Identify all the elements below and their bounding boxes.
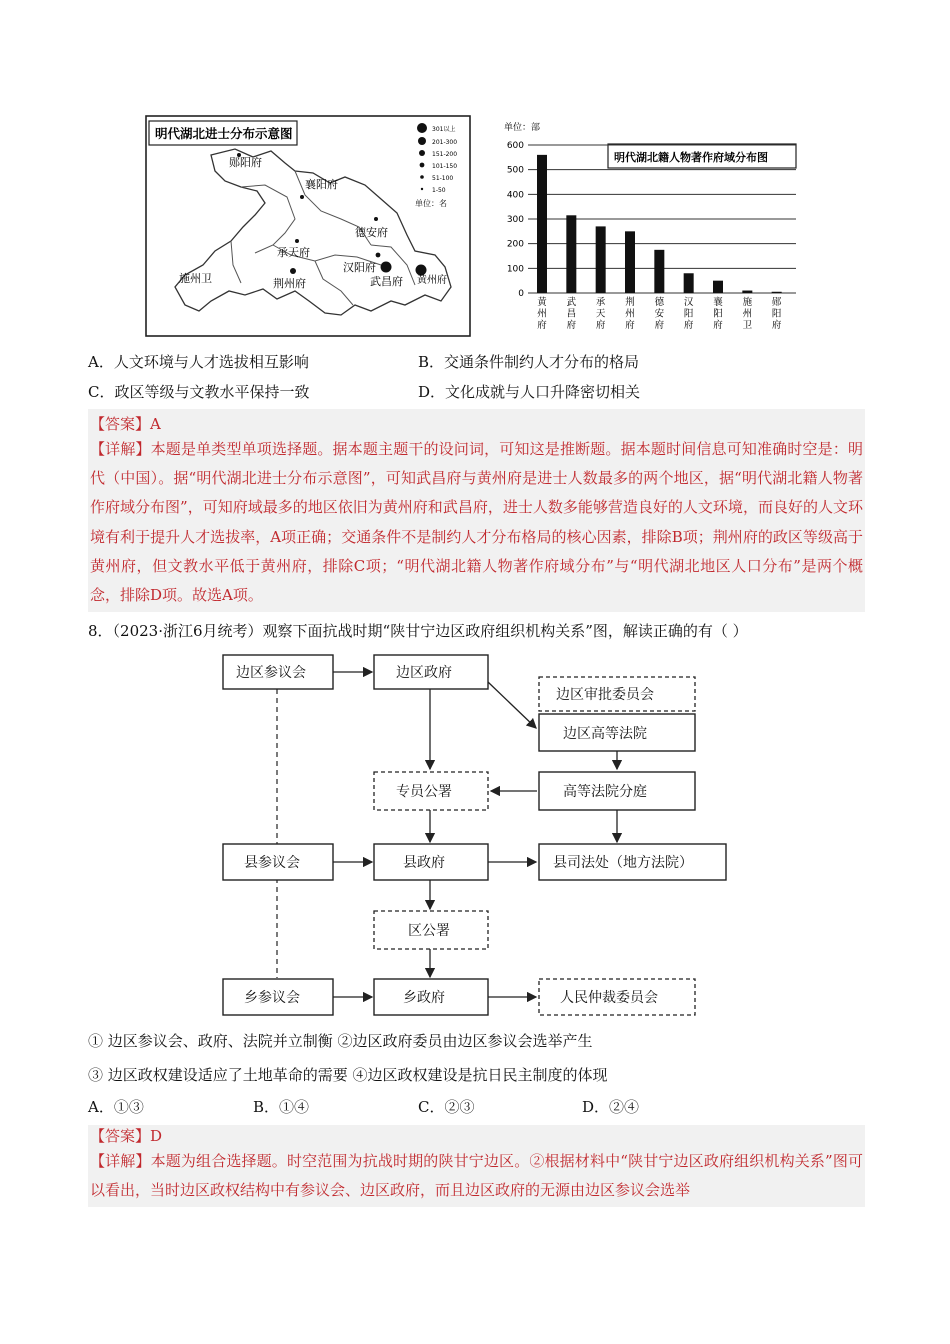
q7-detail-label: 【详解】 bbox=[90, 440, 151, 458]
category-label: 汉阳府 bbox=[683, 297, 694, 331]
q7-answer-box bbox=[88, 409, 865, 612]
q7-option-a[interactable]: A．人文环境与人才选拔相互影响 bbox=[88, 353, 309, 371]
place-label: 郧阳府 bbox=[229, 156, 262, 169]
bar bbox=[684, 273, 694, 293]
bar bbox=[566, 215, 576, 293]
bar bbox=[537, 155, 547, 293]
bar bbox=[713, 281, 723, 293]
q7-detail bbox=[88, 435, 865, 610]
category-label: 武昌府 bbox=[566, 297, 577, 331]
q8-option-d[interactable]: D．②④ bbox=[582, 1098, 640, 1116]
label-county-justice: 县司法处（地方法院） bbox=[553, 855, 693, 871]
category-label: 施州卫 bbox=[742, 297, 753, 331]
q8-answer-box bbox=[88, 1125, 865, 1207]
place-label: 承天府 bbox=[277, 246, 310, 259]
q7-detail-text: 本题是单类型单项选择题。据本题主题干的设问词，可知这是推断题。据本题时间信息可知准确时空是：明代（中国）。据“明代湖北进士分布示意图”，可知武昌府与黄州府是进士人数最多的两个地区，据“明代湖北籍人物著作府域分布图”，可知府域最多的地区依旧为黄州府和武昌府，进士人数多能够营造良好的人文环境，而良好的人文环境有利于提升人才选拔率，A项正确；交通条件不是制约人才分布格局的核心因素，排除B项；荆州府的政区等级高于黄州府，但文教水平低于黄州府，排除C项；“明代湖北籍人物著作府域分布”与“明代湖北地区人口分布”是两个概念，排除D项。故选A项。 bbox=[90, 440, 863, 605]
legend-label: 151-200 bbox=[432, 151, 458, 158]
q8-option-a[interactable]: A．①③ bbox=[88, 1098, 144, 1116]
place-label: 施州卫 bbox=[179, 272, 212, 285]
works-distribution-chart bbox=[496, 118, 806, 342]
label-county-council: 县参议会 bbox=[244, 855, 300, 871]
bar bbox=[772, 292, 782, 293]
map-title: 明代湖北进士分布示意图 bbox=[155, 126, 293, 141]
legend-label: 301以上 bbox=[432, 126, 456, 133]
place-label: 德安府 bbox=[355, 226, 388, 239]
label-border-council: 边区参议会 bbox=[236, 665, 306, 681]
legend-label: 101-150 bbox=[432, 163, 458, 170]
y-tick-label: 0 bbox=[518, 289, 524, 299]
q7-option-d[interactable]: D．文化成就与人口升降密切相关 bbox=[418, 383, 641, 401]
place-label: 荆州府 bbox=[273, 277, 306, 290]
q8-detail bbox=[88, 1147, 865, 1205]
legend-unit: 单位：名 bbox=[415, 199, 447, 208]
bar bbox=[654, 250, 664, 293]
label-arbitration: 人民仲裁委员会 bbox=[560, 990, 658, 1006]
place-label: 黄州府 bbox=[417, 275, 447, 286]
label-approval-committee: 边区审批委员会 bbox=[556, 687, 654, 703]
category-label: 德安府 bbox=[654, 297, 665, 331]
chart-ylabel: 单位：部 bbox=[504, 123, 541, 133]
category-label: 荆州府 bbox=[625, 297, 635, 331]
category-label: 黄州府 bbox=[537, 297, 547, 331]
bar bbox=[596, 226, 606, 293]
place-label: 武昌府 bbox=[370, 275, 403, 288]
y-tick-label: 600 bbox=[506, 141, 524, 151]
place-label: 汉阳府 bbox=[343, 261, 376, 274]
ming-hubei-jinshi-map bbox=[145, 115, 471, 337]
y-tick-label: 300 bbox=[506, 215, 524, 225]
q8-statements-1: ① 边区参议会、政府、法院并立制衡 ②边区政府委员由边区参议会选举产生 bbox=[88, 1032, 593, 1050]
label-border-gov: 边区政府 bbox=[396, 665, 452, 681]
y-tick-label: 200 bbox=[506, 239, 524, 250]
q8-option-c[interactable]: C．②③ bbox=[418, 1098, 475, 1116]
category-label: 郧阳府 bbox=[771, 297, 782, 331]
category-label: 襄阳府 bbox=[713, 297, 723, 331]
q8-detail-text: 本题为组合选择题。时空范围为抗战时期的陕甘宁边区。②根据材料中“陕甘宁边区政府组织机构关系”图可以看出，当时边区政权结构中有参议会、边区政府，而且边区政府的无源由边区参议会选举 bbox=[90, 1152, 863, 1200]
q8-statements-2: ③ 边区政权建设适应了土地革命的需要 ④边区政权建设是抗日民主制度的体现 bbox=[88, 1066, 608, 1084]
legend-label: 1-50 bbox=[432, 187, 446, 194]
bar bbox=[742, 291, 752, 293]
label-county-gov: 县政府 bbox=[403, 855, 445, 871]
legend-label: 201-300 bbox=[432, 139, 458, 146]
place-label: 襄阳府 bbox=[305, 178, 338, 191]
q8-stem: 8．（2023·浙江6月统考）观察下面抗战时期“陕甘宁边区政府组织机构关系”图，解读正确的有（ ） bbox=[88, 622, 748, 640]
q8-option-b[interactable]: B．①④ bbox=[253, 1098, 310, 1116]
category-label: 承天府 bbox=[595, 297, 606, 331]
label-township-gov: 乡政府 bbox=[403, 990, 445, 1006]
q8-answer: 【答案】D bbox=[90, 1127, 163, 1145]
y-tick-label: 500 bbox=[506, 165, 524, 176]
q7-option-b[interactable]: B．交通条件制约人才分布的格局 bbox=[418, 353, 640, 371]
legend-label: 51-100 bbox=[432, 175, 454, 182]
label-high-court: 边区高等法院 bbox=[563, 726, 647, 742]
q7-answer: 【答案】A bbox=[90, 415, 161, 433]
q8-detail-label: 【详解】 bbox=[90, 1152, 151, 1170]
label-district-office: 区公署 bbox=[408, 923, 450, 939]
bar bbox=[625, 231, 635, 293]
label-township-council: 乡参议会 bbox=[244, 990, 300, 1006]
org-flowchart bbox=[220, 652, 730, 1022]
q7-option-c[interactable]: C．政区等级与文教水平保持一致 bbox=[88, 383, 310, 401]
y-tick-label: 100 bbox=[506, 264, 524, 275]
chart-title: 明代湖北籍人物著作府域分布图 bbox=[614, 151, 768, 164]
label-commissioner: 专员公署 bbox=[396, 784, 452, 800]
y-tick-label: 400 bbox=[506, 190, 524, 201]
label-high-court-branch: 高等法院分庭 bbox=[563, 784, 647, 800]
